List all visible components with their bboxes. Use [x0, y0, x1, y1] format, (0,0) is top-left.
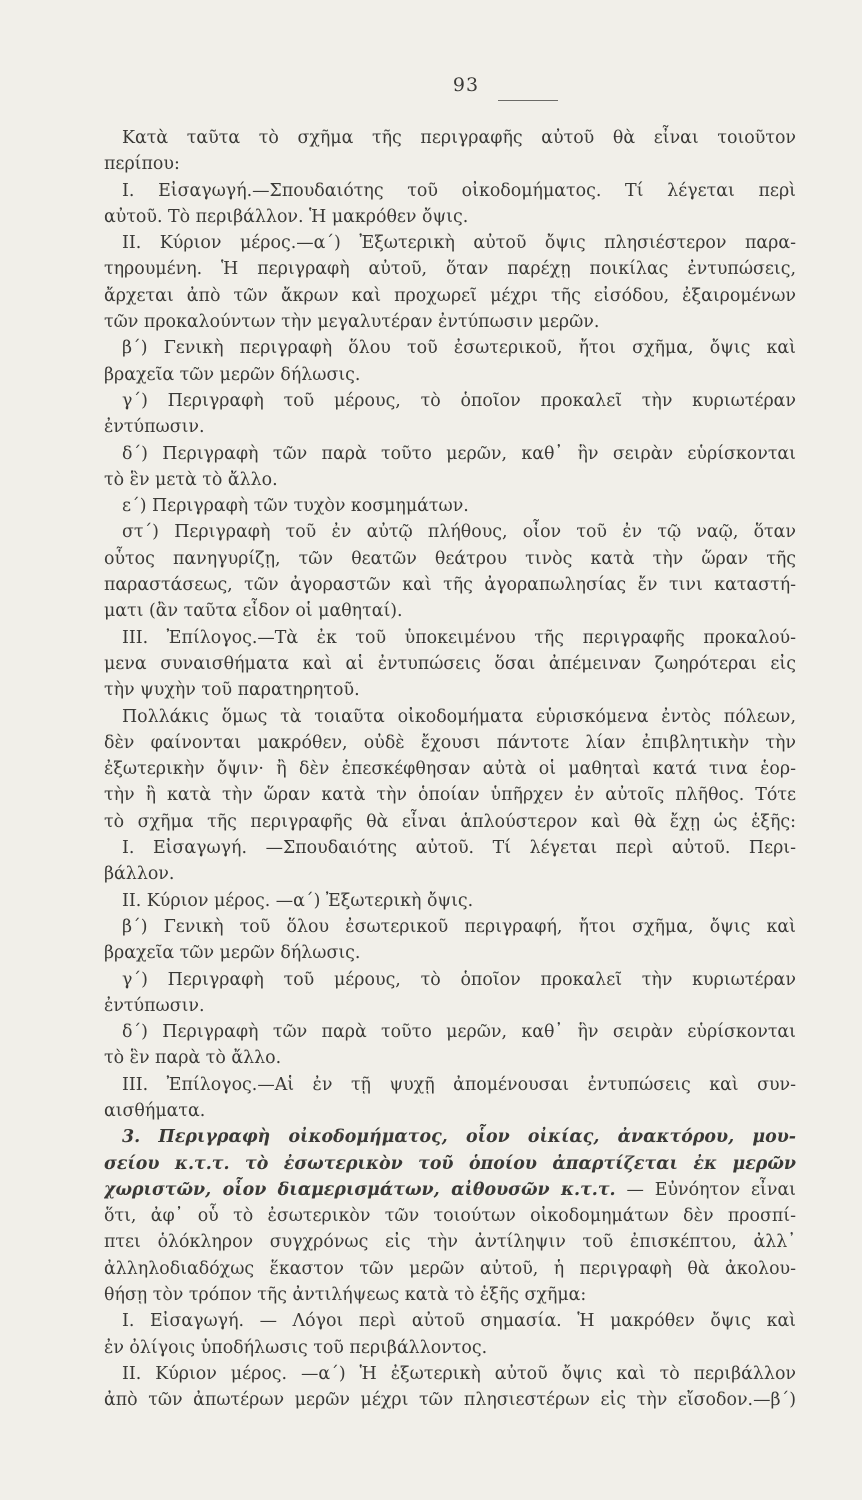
text-line: ἀλληλοδιαδόχως ἕκαστον τῶν μερῶν αὐτοῦ, ἡ περιγραφὴ θὰ ἀκολου- — [104, 1258, 796, 1279]
text-line: θήσῃ τὸν τρόπον τῆς ἀντιλήψεως κατὰ τὸ ἑξῆς σχῆμα: — [104, 1285, 587, 1306]
section-heading-fragment: χωριστῶν, οἷον διαμερισμάτων, αἰθουσῶν κ.τ.τ. — [104, 1179, 616, 1200]
text-line: II. Κύριον μέρος. —α΄) Ἐξωτερικὴ ὄψις. — [122, 890, 474, 911]
text-line: β΄) Γενικὴ τοῦ ὅλου ἐσωτερικοῦ περιγραφή, ἤτοι σχῆμα, ὄψις καὶ — [122, 916, 796, 937]
text-line: σείου κ.τ.τ. τὸ ἐσωτερικὸν τοῦ ὁποίου ἀπαρτίζεται ἐκ μερῶν — [104, 1153, 796, 1174]
text-line: III. Ἐπίλογος.—Τὰ ἐκ τοῦ ὑποκειμένου τῆς περιγραφῆς προκαλού- — [122, 627, 796, 648]
text-line: ἐντύπωσιν. — [104, 995, 205, 1016]
text-line: αισθήματα. — [104, 1100, 206, 1121]
text-line: βάλλον. — [104, 864, 175, 885]
text-line: μενα συναισθήματα καὶ αἱ ἐντυπώσεις ὅσαι ἀπέμειναν ζωηρότεραι εἰς — [104, 653, 796, 674]
text-line: ἄρχεται ἀπὸ τῶν ἄκρων καὶ προχωρεῖ μέχρι τῆς εἰσόδου, ἐξαιρομένων — [104, 285, 796, 306]
text-line: περίπου: — [104, 154, 180, 175]
text-line: ἀπὸ τῶν ἀπωτέρων μερῶν μέχρι τῶν πλησιεστέρων εἰς τὴν εἴσοδον.—β΄) — [104, 1390, 796, 1411]
text-line: β΄) Γενικὴ περιγραφὴ ὅλου τοῦ ἐσωτερικοῦ, ἤτοι σχῆμα, ὄψις καὶ — [122, 338, 796, 359]
body-text — [104, 125, 796, 1414]
text-line: Κατὰ ταῦτα τὸ σχῆμα τῆς περιγραφῆς αὐτοῦ θὰ εἶναι τοιοῦτον — [122, 128, 796, 148]
text-line: γ΄) Περιγραφὴ τοῦ μέρους, τὸ ὁποῖον προκαλεῖ τὴν κυριωτέραν — [122, 390, 796, 411]
text-line: δὲν φαίνονται μακρόθεν, οὐδὲ ἔχουσι πάντοτε λίαν ἐπιβλητικὴν τὴν — [104, 732, 796, 753]
text-line — [104, 1177, 796, 1203]
text-line: τηρουμένη. Ἡ περιγραφὴ αὐτοῦ, ὅταν παρέχῃ ποικίλας ἐντυπώσεις, — [104, 259, 796, 280]
text-line: πτει ὁλόκληρον συγχρόνως εἰς τὴν ἀντίληψιν τοῦ ἐπισκέπτου, ἀλλ᾽ — [104, 1232, 796, 1253]
text-line: 3. Περιγραφὴ οἰκοδομήματος, οἷον οἰκίας, ἀνακτόρου, μου- — [122, 1127, 796, 1148]
text-line: I. Εἰσαγωγή. —Σπουδαιότης αὐτοῦ. Τί λέγεται περὶ αὐτοῦ. Περι- — [122, 838, 796, 859]
text-line: δ΄) Περιγραφὴ τῶν παρὰ τοῦτο μερῶν, καθ᾽ ἣν σειρὰν εὑρίσκονται — [122, 1022, 796, 1043]
text-line: ἐντύπωσιν. — [104, 417, 205, 438]
text-line: τὸ ἓν παρὰ τὸ ἄλλο. — [104, 1048, 282, 1069]
text-line: τῶν προκαλούντων τὴν μεγαλυτέραν ἐντύπωσιν μερῶν. — [104, 312, 600, 333]
text-line: οὗτος πανηγυρίζῃ, τῶν θεατῶν θεάτρου τινὸς κατὰ τὴν ὥραν τῆς — [104, 548, 796, 569]
text-line: βραχεῖα τῶν μερῶν δήλωσις. — [104, 364, 361, 385]
text-line: I. Εἰσαγωγή.—Σπουδαιότης τοῦ οἰκοδομήματος. Τί λέγεται περὶ — [122, 180, 796, 201]
text-line: III. Ἐπίλογος.—Αἱ ἐν τῇ ψυχῇ ἀπομένουσαι ἐντυπώσεις καὶ συν- — [122, 1074, 796, 1095]
text-line: I. Εἰσαγωγή. — Λόγοι περὶ αὐτοῦ σημασία. Ἡ μακρόθεν ὄψις καὶ — [122, 1311, 796, 1332]
text-line: ε΄) Περιγραφὴ τῶν τυχὸν κοσμημάτων. — [122, 496, 469, 517]
text-fragment: — Εὐνόητον εἶναι — [615, 1179, 796, 1200]
text-line: ὅτι, ἀφ᾽ οὗ τὸ ἐσωτερικὸν τῶν τοιούτων οἰκοδομημάτων δὲν προσπί- — [104, 1206, 796, 1227]
text-line: II. Κύριον μέρος.—α΄) Ἐξωτερικὴ αὐτοῦ ὄψις πλησιέστερον παρα- — [122, 233, 796, 254]
text-line: στ΄) Περιγραφὴ τοῦ ἐν αὐτῷ πλήθους, οἷον τοῦ ἐν τῷ ναῷ, ὅταν — [122, 522, 796, 543]
text-line: ἐξωτερικὴν ὄψιν· ἢ δὲν ἐπεσκέφθησαν αὐτὰ οἱ μαθηταὶ κατά τινα ἑορ- — [104, 759, 796, 780]
page-number-rule — [498, 100, 558, 101]
text-line: τὸ σχῆμα τῆς περιγραφῆς θὰ εἶναι ἁπλούστερον καὶ θὰ ἔχῃ ὡς ἑξῆς: — [104, 811, 796, 832]
text-line: II. Κύριον μέρος. —α΄) Ἡ ἐξωτερικὴ αὐτοῦ ὄψις καὶ τὸ περιβάλλον — [122, 1363, 796, 1384]
text-line: παραστάσεως, τῶν ἀγοραστῶν καὶ τῆς ἀγοραπωλησίας ἔν τινι καταστή- — [104, 575, 796, 596]
text-line: ματι (ἂν ταῦτα εἶδον οἱ μαθηταί). — [104, 601, 403, 622]
text-line: δ΄) Περιγραφὴ τῶν παρὰ τοῦτο μερῶν, καθ᾽ ἣν σειρὰν εὑρίσκονται — [122, 443, 796, 464]
text-line: τὴν ἢ κατὰ τὴν ὥραν κατὰ τὴν ὁποίαν ὑπῆρχεν ἐν αὐτοῖς πλῆθος. Τότε — [104, 785, 796, 806]
text-line: Πολλάκις ὅμως τὰ τοιαῦτα οἰκοδομήματα εὑρισκόμενα ἐντὸς πόλεων, — [122, 706, 796, 727]
text-line: αὐτοῦ. Τὸ περιβάλλον. Ἡ μακρόθεν ὄψις. — [104, 206, 469, 227]
text-line: ἐν ὀλίγοις ὑποδήλωσις τοῦ περιβάλλοντος. — [104, 1337, 488, 1358]
text-line: γ΄) Περιγραφὴ τοῦ μέρους, τὸ ὁποῖον προκαλεῖ τὴν κυριωτέραν — [122, 969, 796, 990]
text-line: τὸ ἓν μετὰ τὸ ἄλλο. — [104, 469, 278, 490]
text-line: τὴν ψυχὴν τοῦ παρατηρητοῦ. — [104, 680, 360, 701]
text-line: βραχεῖα τῶν μερῶν δήλωσις. — [104, 943, 361, 964]
page-number: 93 — [452, 74, 480, 96]
